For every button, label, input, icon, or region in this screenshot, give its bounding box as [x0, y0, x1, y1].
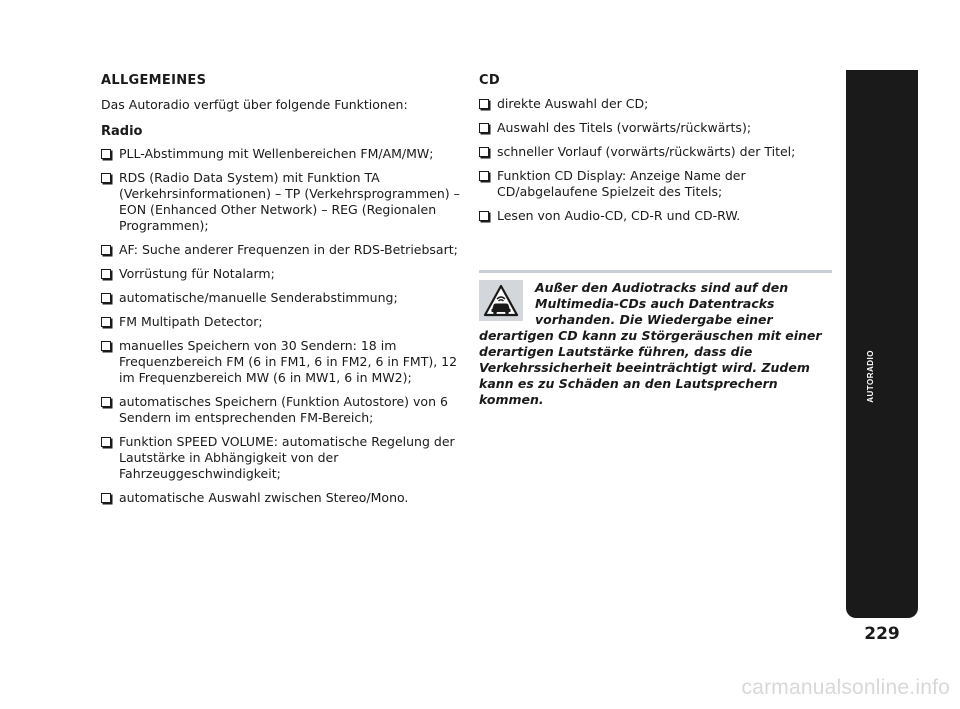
warning-car-icon-graphic — [483, 284, 519, 318]
checkbox-bullet-icon — [101, 149, 111, 159]
checkbox-bullet-icon — [101, 269, 111, 279]
list-item: manuelles Speichern von 30 Sendern: 18 im Frequenzbereich FM (6 in FM1, 6 in FM2, 6 in FMT), 12 im Frequenzbereich MW (6 in MW1, 6 in MW2); — [101, 338, 461, 386]
checkbox-bullet-icon — [479, 99, 489, 109]
list-item: automatische Auswahl zwischen Stereo/Mono. — [101, 490, 461, 506]
chapter-label: AUTORADIO — [866, 350, 875, 403]
checkbox-bullet-icon — [101, 493, 111, 503]
list-item: RDS (Radio Data System) mit Funktion TA (Verkehrsinformationen) – TP (Verkehrsprogrammen) – EON (Enhanced Other Network) – REG (Regionalen Programmen); — [101, 170, 461, 234]
list-item: direkte Auswahl der CD; — [479, 96, 835, 112]
checkbox-bullet-icon — [479, 123, 489, 133]
list-item: schneller Vorlauf (vorwärts/rückwärts) der Titel; — [479, 144, 835, 160]
checkbox-bullet-icon — [101, 245, 111, 255]
subheading-radio: Radio — [101, 124, 143, 139]
list-item: Funktion CD Display: Anzeige Name der CD/abgelaufene Spielzeit des Titels; — [479, 168, 835, 200]
warning-note-text: Außer den Audiotracks sind auf den Multimedia-CDs auch Datentracks vorhanden. Die Wiedergabe einer derartigen CD kann zu Störgeräuschen mit einer derartigen Lautstärke führen, dass die Verkehrssicherheit beeinträchtigt wird. Zudem kann es zu Schäden an den Lautsprechern kommen. — [479, 280, 822, 407]
list-item: Funktion SPEED VOLUME: automatische Regelung der Lautstärke in Abhängigkeit von der Fahrzeuggeschwindigkeit; — [101, 434, 461, 482]
checkbox-bullet-icon — [101, 397, 111, 407]
right-column — [479, 72, 835, 232]
watermark: carmanualsonline.info — [741, 676, 950, 699]
cd-feature-list — [479, 96, 835, 224]
radio-feature-list — [101, 146, 461, 506]
checkbox-bullet-icon — [101, 341, 111, 351]
list-item: AF: Suche anderer Frequenzen in der RDS-Betriebsart; — [101, 242, 461, 258]
list-item: automatische/manuelle Senderabstimmung; — [101, 290, 461, 306]
list-item: FM Multipath Detector; — [101, 314, 461, 330]
checkbox-bullet-icon — [479, 147, 489, 157]
warning-note — [479, 280, 835, 408]
checkbox-bullet-icon — [479, 171, 489, 181]
list-item: automatisches Speichern (Funktion Autostore) von 6 Sendern im entsprechenden FM-Bereich; — [101, 394, 461, 426]
list-item: PLL-Abstimmung mit Wellenbereichen FM/AM/MW; — [101, 146, 461, 162]
checkbox-bullet-icon — [479, 211, 489, 221]
section-heading-cd: CD — [479, 73, 500, 88]
page-number: 229 — [864, 624, 900, 644]
checkbox-bullet-icon — [101, 293, 111, 303]
list-item: Auswahl des Titels (vorwärts/rückwärts); — [479, 120, 835, 136]
list-item: Vorrüstung für Notalarm; — [101, 266, 461, 282]
section-heading-allgemeines: ALLGEMEINES — [101, 73, 207, 88]
left-column — [101, 72, 461, 514]
chapter-side-tab — [846, 70, 918, 618]
checkbox-bullet-icon — [101, 317, 111, 327]
warning-car-icon — [479, 280, 523, 321]
checkbox-bullet-icon — [101, 437, 111, 447]
note-divider — [479, 270, 832, 273]
checkbox-bullet-icon — [101, 173, 111, 183]
intro-text: Das Autoradio verfügt über folgende Funktionen: — [101, 97, 408, 112]
list-item: Lesen von Audio-CD, CD-R und CD-RW. — [479, 208, 835, 224]
